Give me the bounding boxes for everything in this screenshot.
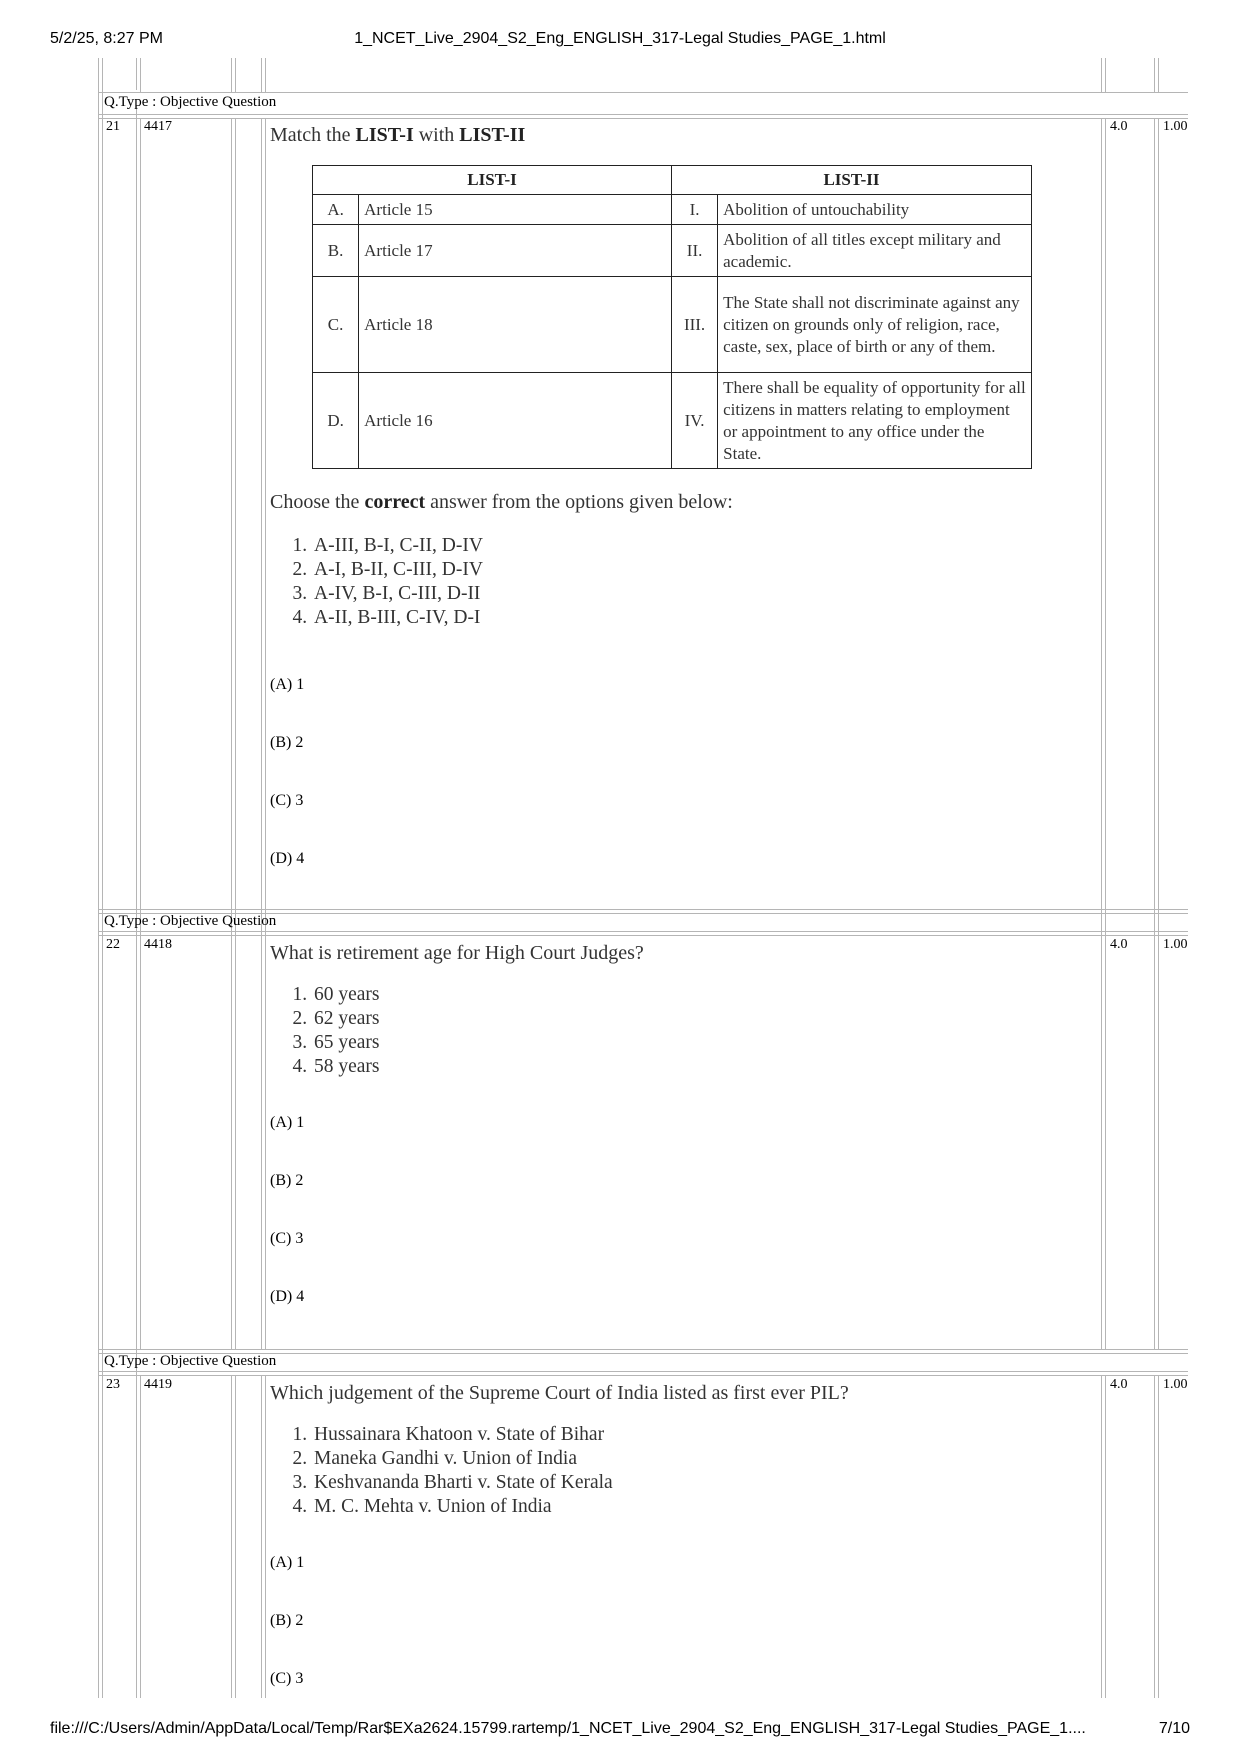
row-letter: B. <box>313 225 359 277</box>
answer-choice-b: (B) 2 <box>270 734 304 751</box>
question-body <box>270 124 1090 630</box>
option-item: 4. M. C. Mehta v. Union of India <box>312 1495 1090 1519</box>
row-letter: D. <box>313 373 359 469</box>
option-item: 1. A-III, B-I, C-II, D-IV <box>312 534 1090 558</box>
question-number: 22 <box>106 937 120 952</box>
option-item: 4. A-II, B-III, C-IV, D-I <box>312 606 1090 630</box>
option-item: 1. 60 years <box>312 983 1090 1007</box>
answer-choice-c: (C) 3 <box>270 792 304 809</box>
answer-choice-b: (B) 2 <box>270 1172 304 1189</box>
row-desc: Abolition of untouchability <box>718 195 1032 225</box>
row-desc: Abolition of all titles except military and academic. <box>718 225 1032 277</box>
row-item: Article 18 <box>359 277 672 373</box>
answer-choice-d: (D) 4 <box>270 1288 305 1305</box>
question-marks: 4.0 <box>1110 119 1128 134</box>
question-negative-marks: 1.00 <box>1163 119 1188 134</box>
option-list <box>270 534 1090 630</box>
answer-choice-a: (A) 1 <box>270 1554 305 1571</box>
row-roman: II. <box>672 225 718 277</box>
answer-choice-d: (D) 4 <box>270 850 305 867</box>
answer-choice-c: (C) 3 <box>270 1230 304 1247</box>
row-desc: The State shall not discriminate against any citizen on grounds only of religion, race, caste, sex, place of birth or any of them. <box>718 277 1032 373</box>
row-item: Article 16 <box>359 373 672 469</box>
row-item: Article 15 <box>359 195 672 225</box>
option-item: 2. 62 years <box>312 1007 1090 1031</box>
print-file-title: 1_NCET_Live_2904_S2_Eng_ENGLISH_317-Legal Studies_PAGE_1.html <box>354 30 886 47</box>
qtype-label: Q.Type : Objective Question <box>104 913 277 929</box>
answer-choice-c: (C) 3 <box>270 1670 304 1687</box>
question-negative-marks: 1.00 <box>1163 937 1188 952</box>
question-id: 4418 <box>144 937 172 952</box>
option-item: 1. Hussainara Khatoon v. State of Bihar <box>312 1423 1090 1447</box>
option-item: 3. A-IV, B-I, C-III, D-II <box>312 582 1090 606</box>
table-border-left-inner <box>102 58 103 1698</box>
row-roman: III. <box>672 277 718 373</box>
question-number: 23 <box>106 1377 120 1392</box>
question-negative-marks: 1.00 <box>1163 1377 1188 1392</box>
row-letter: A. <box>313 195 359 225</box>
question-id: 4419 <box>144 1377 172 1392</box>
answer-choice-a: (A) 1 <box>270 676 305 693</box>
table-border-left <box>98 58 99 1698</box>
option-item: 2. Maneka Gandhi v. Union of India <box>312 1447 1090 1471</box>
table-row <box>313 277 1032 373</box>
question-id: 4417 <box>144 119 172 134</box>
row-letter: C. <box>313 277 359 373</box>
row-desc: There shall be equality of opportunity for all citizens in matters relating to employment or appointment to any office under the State. <box>718 373 1032 469</box>
table-row <box>313 373 1032 469</box>
answer-choice-a: (A) 1 <box>270 1114 305 1131</box>
match-table <box>312 165 1032 469</box>
print-datetime: 5/2/25, 8:27 PM <box>50 30 163 47</box>
option-item: 4. 58 years <box>312 1055 1090 1079</box>
question-body <box>270 942 1090 1079</box>
question-marks: 4.0 <box>1110 937 1128 952</box>
row-roman: I. <box>672 195 718 225</box>
row-item: Article 17 <box>359 225 672 277</box>
list-ii-header: LIST-II <box>672 166 1032 195</box>
print-page-number: 7/10 <box>1158 1720 1190 1737</box>
question-table <box>98 58 1188 1698</box>
table-row <box>313 225 1032 277</box>
answer-choice-b: (B) 2 <box>270 1612 304 1629</box>
qtype-label: Q.Type : Objective Question <box>104 1353 277 1369</box>
qtype-label: Q.Type : Objective Question <box>104 94 277 110</box>
question-stem: Match the LIST-I with LIST-II <box>270 124 526 146</box>
table-row <box>313 195 1032 225</box>
choose-instruction: Choose the correct answer from the options given below: <box>270 491 733 513</box>
option-item: 3. 65 years <box>312 1031 1090 1055</box>
list-i-header: LIST-I <box>313 166 672 195</box>
question-stem: What is retirement age for High Court Judges? <box>270 942 644 964</box>
question-body <box>270 1382 1090 1519</box>
option-list <box>270 983 1090 1079</box>
question-number: 21 <box>106 119 120 134</box>
question-marks: 4.0 <box>1110 1377 1128 1392</box>
question-stem: Which judgement of the Supreme Court of India listed as first ever PIL? <box>270 1382 849 1404</box>
option-list <box>270 1423 1090 1519</box>
option-item: 2. A-I, B-II, C-III, D-IV <box>312 558 1090 582</box>
print-file-url: file:///C:/Users/Admin/AppData/Local/Temp/Rar$EXa2624.15799.rartemp/1_NCET_Live_2904_S2_Eng_ENGLISH_317-Legal Studies_PAGE_1.... <box>50 1720 1086 1737</box>
option-item: 3. Keshvananda Bharti v. State of Kerala <box>312 1471 1090 1495</box>
row-roman: IV. <box>672 373 718 469</box>
